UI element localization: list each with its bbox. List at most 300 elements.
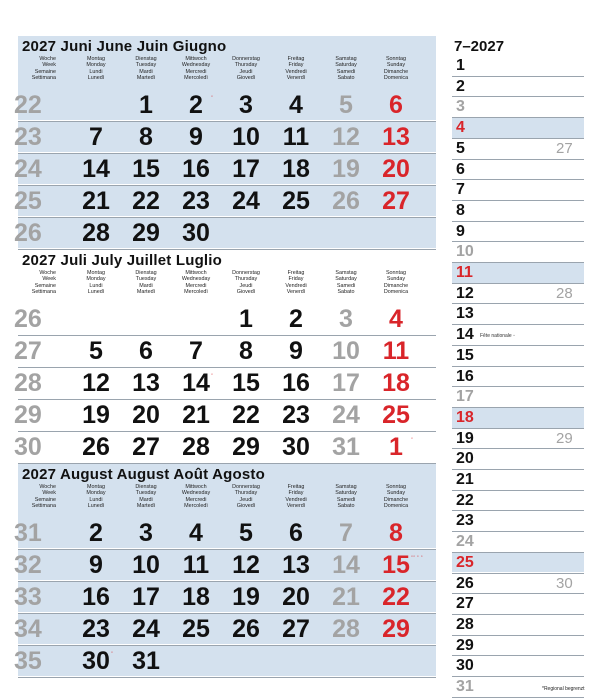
day-number: 16 [282, 369, 310, 397]
sidebar-day: 28 [456, 615, 474, 633]
day-number: 7 [189, 337, 203, 365]
week-number: 28 [14, 369, 42, 397]
weekday-header-line: Saturday [335, 62, 357, 69]
sidebar-day: 7 [456, 181, 465, 199]
day-number: 11 [282, 123, 310, 151]
sidebar-day: 10 [456, 243, 474, 261]
day-number: 18 [382, 369, 410, 397]
weekday-header [372, 56, 420, 82]
weekday-header-line: Domenica [383, 503, 409, 510]
sidebar-day: 25 [456, 553, 474, 571]
weekday-header-line: Sunday [386, 276, 406, 283]
weekday-header-line: Jeudi [239, 68, 253, 75]
weekday-header-line: Monday [86, 490, 106, 497]
holiday-mark-icon: ◦ [411, 436, 414, 442]
sidebar-divider [452, 76, 584, 77]
day-number: 9 [189, 123, 203, 151]
sidebar-divider [452, 655, 584, 656]
row-divider [18, 399, 436, 400]
day-number: 26 [332, 187, 360, 215]
day-number: 30 [82, 647, 110, 675]
week-number: 31 [14, 519, 42, 547]
sidebar-divider [452, 428, 584, 429]
weekday-header-line: Donnerstag [232, 270, 260, 276]
day-number: 21 [332, 583, 360, 611]
sidebar-day: 4 [456, 119, 465, 137]
weekday-header-line: Thursday [234, 62, 258, 69]
weekday-header-line: Mittwoch [185, 484, 207, 490]
weekday-header-line: Domenica [383, 75, 409, 82]
weekday-header-line: Saturday [335, 490, 357, 497]
weekday-header-line: Tuesday [135, 62, 157, 69]
sidebar-day: 19 [456, 429, 474, 447]
weekday-header-line: Sabato [337, 75, 355, 82]
day-number: 9 [289, 337, 303, 365]
weekday-header [72, 56, 120, 82]
sidebar-divider [452, 303, 584, 304]
week-number: 35 [14, 647, 42, 675]
weekday-header-line: Saturday [335, 276, 357, 283]
sidebar-divider [452, 676, 584, 677]
day-number: 2 [189, 91, 203, 119]
day-number: 22 [132, 187, 160, 215]
day-number: 12 [232, 551, 260, 579]
holiday-mark-icon: ◦ [211, 372, 214, 378]
weekday-header-line: Friday [288, 490, 304, 497]
sidebar-day: 22 [456, 491, 474, 509]
month-title: 2027 Juli July Juillet Luglio [22, 252, 223, 269]
day-number: 20 [132, 401, 160, 429]
weekday-header-line: Mercoledì [184, 289, 208, 296]
weekday-header [122, 56, 170, 82]
day-number: 26 [232, 615, 260, 643]
sidebar-divider [452, 138, 584, 139]
week-number: 30 [14, 433, 42, 461]
day-number: 21 [182, 401, 210, 429]
weekday-header-line: Montag [87, 270, 105, 276]
weekday-header [272, 270, 320, 296]
day-number: 29 [382, 615, 410, 643]
day-number: 6 [139, 337, 153, 365]
week-number: 32 [14, 551, 42, 579]
weekday-header-line: Freitag [287, 56, 305, 62]
sidebar-day: 29 [456, 636, 474, 654]
week-header-line: Settimana [31, 75, 56, 82]
weekday-header-line: Martedì [136, 75, 156, 82]
weekday-header [272, 56, 320, 82]
day-number: 31 [332, 433, 360, 461]
sidebar-divider [452, 593, 584, 594]
day-number: 17 [132, 583, 160, 611]
sidebar-divider [452, 614, 584, 615]
weekday-header-line: Dienstag [135, 484, 157, 490]
day-number: 23 [182, 187, 210, 215]
day-number: 20 [282, 583, 310, 611]
holiday-mark-icon: ◦ [111, 650, 114, 656]
sidebar-day: 11 [456, 264, 473, 281]
sidebar-holiday-note: Fête nationale ◦ [480, 333, 515, 340]
day-number: 21 [82, 187, 110, 215]
weekday-header-line: Mardi [139, 282, 153, 289]
weekday-header-line: Montag [87, 484, 105, 490]
week-number: 24 [14, 155, 42, 183]
week-number: 34 [14, 615, 42, 643]
sidebar-day: 31 [456, 678, 474, 695]
weekday-header-line: Freitag [287, 270, 305, 276]
sidebar-day: 13 [456, 305, 474, 323]
weekday-header [322, 56, 370, 82]
weekday-header [122, 484, 170, 510]
weekday-header-line: Tuesday [135, 490, 157, 497]
day-number: 2 [289, 305, 303, 333]
row-divider [18, 249, 436, 250]
weekday-header-line: Samstag [335, 270, 357, 276]
sidebar-divider [452, 179, 584, 180]
day-number: 16 [182, 155, 210, 183]
sidebar-day: 1 [456, 57, 465, 74]
weekday-header-line: Samedi [336, 282, 356, 289]
sidebar-week-number: 28 [556, 284, 573, 302]
row-divider [18, 335, 436, 336]
sidebar-day: 5 [456, 139, 465, 157]
weekday-header-line: Vendredi [285, 68, 307, 75]
day-number: 25 [282, 187, 310, 215]
day-number: 30 [282, 433, 310, 461]
sidebar-divider [452, 635, 584, 636]
sidebar-day: 23 [456, 512, 474, 530]
weekday-header-line: Freitag [287, 484, 305, 490]
sidebar-divider [452, 283, 584, 284]
day-number: 1 [239, 305, 253, 333]
week-number: 26 [14, 305, 42, 333]
holiday-mark-icon: ◦◦ ◦ ◦ [411, 554, 423, 560]
sidebar-divider [452, 386, 584, 387]
day-number: 5 [339, 91, 353, 119]
week-number: 29 [14, 401, 42, 429]
sidebar-day: 27 [456, 595, 474, 613]
weekday-header-line: Venerdì [286, 75, 306, 82]
weekday-header-line: Thursday [234, 276, 258, 283]
day-number: 27 [282, 615, 310, 643]
weekday-header [172, 270, 220, 296]
weekday-header-line: Thursday [234, 490, 258, 497]
weekday-header-line: Giovedì [236, 289, 256, 296]
weekday-header-line: Jeudi [239, 282, 253, 289]
day-number: 17 [232, 155, 260, 183]
weekday-header-line: Dimanche [383, 68, 409, 75]
weekday-header-line: Mercoledì [184, 503, 208, 510]
day-number: 13 [132, 369, 160, 397]
weekday-header-line: Mittwoch [185, 270, 207, 276]
day-number: 15 [382, 551, 410, 579]
sidebar-day: 8 [456, 201, 465, 219]
weekday-header [372, 270, 420, 296]
day-number: 10 [332, 337, 360, 365]
sidebar-divider [452, 241, 584, 242]
sidebar-day: 26 [456, 574, 474, 592]
sidebar-day: 14 [456, 326, 474, 344]
weekday-header-line: Mercredi [185, 496, 207, 503]
month-title: 2027 Juni June Juin Giugno [22, 38, 227, 55]
weekday-header-line: Venerdì [286, 289, 306, 296]
day-number: 2 [89, 519, 103, 547]
day-number: 15 [232, 369, 260, 397]
day-number: 7 [339, 519, 353, 547]
day-number: 4 [289, 91, 303, 119]
weekday-header [222, 484, 270, 510]
sidebar-day: 20 [456, 450, 474, 468]
week-header-line: Week [42, 276, 56, 283]
day-number: 25 [182, 615, 210, 643]
weekday-header-line: Wednesday [181, 276, 211, 283]
day-number: 10 [132, 551, 160, 579]
day-number: 6 [289, 519, 303, 547]
day-number: 6 [389, 91, 403, 119]
day-number: 3 [339, 305, 353, 333]
month-title: 2027 August August Août Agosto [22, 466, 265, 483]
day-number: 10 [232, 123, 260, 151]
weekday-header-line: Wednesday [181, 62, 211, 69]
day-number: 14 [332, 551, 360, 579]
weekday-header-line: Sabato [337, 503, 355, 510]
day-number: 8 [239, 337, 253, 365]
sidebar-day: 21 [456, 471, 474, 488]
sidebar-day: 18 [456, 408, 474, 426]
week-header [14, 270, 56, 296]
weekday-header-line: Mercoledì [184, 75, 208, 82]
day-number: 29 [232, 433, 260, 461]
sidebar-week-number: 27 [556, 139, 573, 157]
week-header-line: Settimana [31, 503, 56, 510]
sidebar-divider [452, 345, 584, 346]
day-number: 12 [332, 123, 360, 151]
sidebar-divider [452, 324, 584, 325]
weekday-header-line: Dimanche [383, 282, 409, 289]
sidebar-day: 24 [456, 533, 474, 551]
weekday-header-line: Sonntag [385, 484, 407, 490]
week-number: 33 [14, 583, 42, 611]
weekday-header-line: Jeudi [239, 496, 253, 503]
weekday-header-line: Sabato [337, 289, 355, 296]
day-number: 12 [82, 369, 110, 397]
weekday-header-line: Lundi [89, 282, 103, 289]
day-number: 31 [132, 647, 160, 675]
weekday-header [222, 56, 270, 82]
day-number: 24 [132, 615, 160, 643]
sidebar-day: 15 [456, 346, 474, 364]
sidebar-divider [452, 510, 584, 511]
week-number: 27 [14, 337, 42, 365]
day-number: 17 [332, 369, 360, 397]
sidebar-day: 17 [456, 388, 474, 406]
weekday-header-line: Friday [288, 62, 304, 69]
day-number: 22 [232, 401, 260, 429]
weekday-header-line: Monday [86, 62, 106, 69]
day-number: 22 [382, 583, 410, 611]
weekday-header [322, 484, 370, 510]
day-number: 7 [89, 123, 103, 151]
day-number: 29 [132, 219, 160, 247]
weekday-header-line: Dimanche [383, 496, 409, 503]
week-number: 22 [14, 91, 42, 119]
week-header-line: Semaine [34, 68, 56, 75]
weekday-header [72, 270, 120, 296]
day-number: 28 [182, 433, 210, 461]
weekday-header-line: Vendredi [285, 282, 307, 289]
sidebar-day: 16 [456, 367, 474, 385]
day-number: 1 [139, 91, 153, 119]
weekday-header-line: Lunedì [87, 503, 105, 510]
day-number: 23 [82, 615, 110, 643]
week-header-line: Semaine [34, 282, 56, 289]
weekday-header [372, 484, 420, 510]
weekday-header-line: Sonntag [385, 270, 407, 276]
day-number: 18 [182, 583, 210, 611]
weekday-header-line: Donnerstag [232, 484, 260, 490]
weekday-header-line: Domenica [383, 289, 409, 296]
sidebar-divider [452, 573, 584, 574]
weekday-header-line: Sunday [386, 62, 406, 69]
day-number: 16 [82, 583, 110, 611]
day-number: 4 [189, 519, 203, 547]
day-number: 26 [82, 433, 110, 461]
day-number: 15 [132, 155, 160, 183]
sidebar-divider [452, 96, 584, 97]
weekday-header-line: Lunedì [87, 75, 105, 82]
weekday-header-line: Samstag [335, 56, 357, 62]
day-number: 28 [82, 219, 110, 247]
week-number: 25 [14, 187, 42, 215]
row-divider [18, 431, 436, 432]
sidebar-day: 30 [456, 657, 474, 675]
sidebar-day: 9 [456, 222, 465, 240]
weekday-header-line: Samedi [336, 68, 356, 75]
weekday-header-line: Mardi [139, 68, 153, 75]
weekday-header-line: Mercredi [185, 282, 207, 289]
weekday-header-line: Samedi [336, 496, 356, 503]
day-number: 18 [282, 155, 310, 183]
weekday-header [122, 270, 170, 296]
weekday-header [272, 484, 320, 510]
weekday-header-line: Tuesday [135, 276, 157, 283]
sidebar-week-number: 29 [556, 429, 573, 447]
day-number: 28 [332, 615, 360, 643]
day-number: 13 [382, 123, 410, 151]
day-number: 24 [332, 401, 360, 429]
weekday-header-line: Martedì [136, 503, 156, 510]
week-header-line: Woche [39, 56, 56, 62]
row-divider [18, 367, 436, 368]
day-number: 19 [82, 401, 110, 429]
day-number: 20 [382, 155, 410, 183]
sidebar-divider [452, 159, 584, 160]
sidebar-divider [452, 221, 584, 222]
weekday-header-line: Vendredi [285, 496, 307, 503]
day-number: 14 [82, 155, 110, 183]
day-number: 8 [139, 123, 153, 151]
weekday-header-line: Dienstag [135, 56, 157, 62]
day-number: 13 [282, 551, 310, 579]
holiday-mark-icon: ◦ [211, 94, 214, 100]
week-header-line: Settimana [31, 289, 56, 296]
day-number: 27 [382, 187, 410, 215]
weekday-header-line: Monday [86, 276, 106, 283]
weekday-header-line: Dienstag [135, 270, 157, 276]
sidebar-day-band [452, 118, 584, 138]
weekday-header-line: Lundi [89, 496, 103, 503]
week-header-line: Woche [39, 270, 56, 276]
day-number: 27 [132, 433, 160, 461]
weekday-header-line: Montag [87, 56, 105, 62]
row-divider [18, 677, 436, 678]
weekday-header-line: Sonntag [385, 56, 407, 62]
day-number: 3 [139, 519, 153, 547]
day-number: 5 [239, 519, 253, 547]
weekday-header [322, 270, 370, 296]
weekday-header-line: Lunedì [87, 289, 105, 296]
sidebar-day: 6 [456, 160, 465, 178]
weekday-header-line: Samstag [335, 484, 357, 490]
weekday-header-line: Friday [288, 276, 304, 283]
weekday-header-line: Lundi [89, 68, 103, 75]
week-header-line: Week [42, 490, 56, 497]
weekday-header-line: Mittwoch [185, 56, 207, 62]
sidebar-day: 12 [456, 284, 474, 302]
day-number: 8 [389, 519, 403, 547]
day-number: 19 [332, 155, 360, 183]
sidebar-title: 7–2027 [454, 38, 505, 55]
sidebar-week-number: 30 [556, 574, 573, 592]
day-number: 3 [239, 91, 253, 119]
weekday-header-line: Donnerstag [232, 56, 260, 62]
weekday-header [222, 270, 270, 296]
sidebar-day: 3 [456, 98, 465, 116]
day-number: 11 [382, 337, 410, 365]
sidebar-day: 2 [456, 77, 465, 95]
week-number: 26 [14, 219, 42, 247]
day-number: 4 [389, 305, 403, 333]
sidebar-divider [452, 448, 584, 449]
weekday-header-line: Mercredi [185, 68, 207, 75]
weekday-header-line: Sunday [386, 490, 406, 497]
day-number: 5 [89, 337, 103, 365]
week-header-line: Week [42, 62, 56, 69]
day-number: 23 [282, 401, 310, 429]
weekday-header-line: Giovedì [236, 75, 256, 82]
week-header [14, 484, 56, 510]
sidebar-divider [452, 490, 584, 491]
sidebar-divider [452, 697, 584, 698]
week-header-line: Woche [39, 484, 56, 490]
day-number: 24 [232, 187, 260, 215]
weekday-header [172, 484, 220, 510]
day-number: 19 [232, 583, 260, 611]
week-number: 23 [14, 123, 42, 151]
sidebar-divider [452, 469, 584, 470]
week-header [14, 56, 56, 82]
weekday-header-line: Giovedì [236, 503, 256, 510]
weekday-header-line: Martedì [136, 289, 156, 296]
day-number: 30 [182, 219, 210, 247]
weekday-header [72, 484, 120, 510]
weekday-header-line: Venerdì [286, 503, 306, 510]
sidebar-divider [452, 366, 584, 367]
sidebar-divider [452, 200, 584, 201]
weekday-header-line: Wednesday [181, 490, 211, 497]
week-header-line: Semaine [34, 496, 56, 503]
day-number: 14 [182, 369, 210, 397]
sidebar-divider [452, 531, 584, 532]
